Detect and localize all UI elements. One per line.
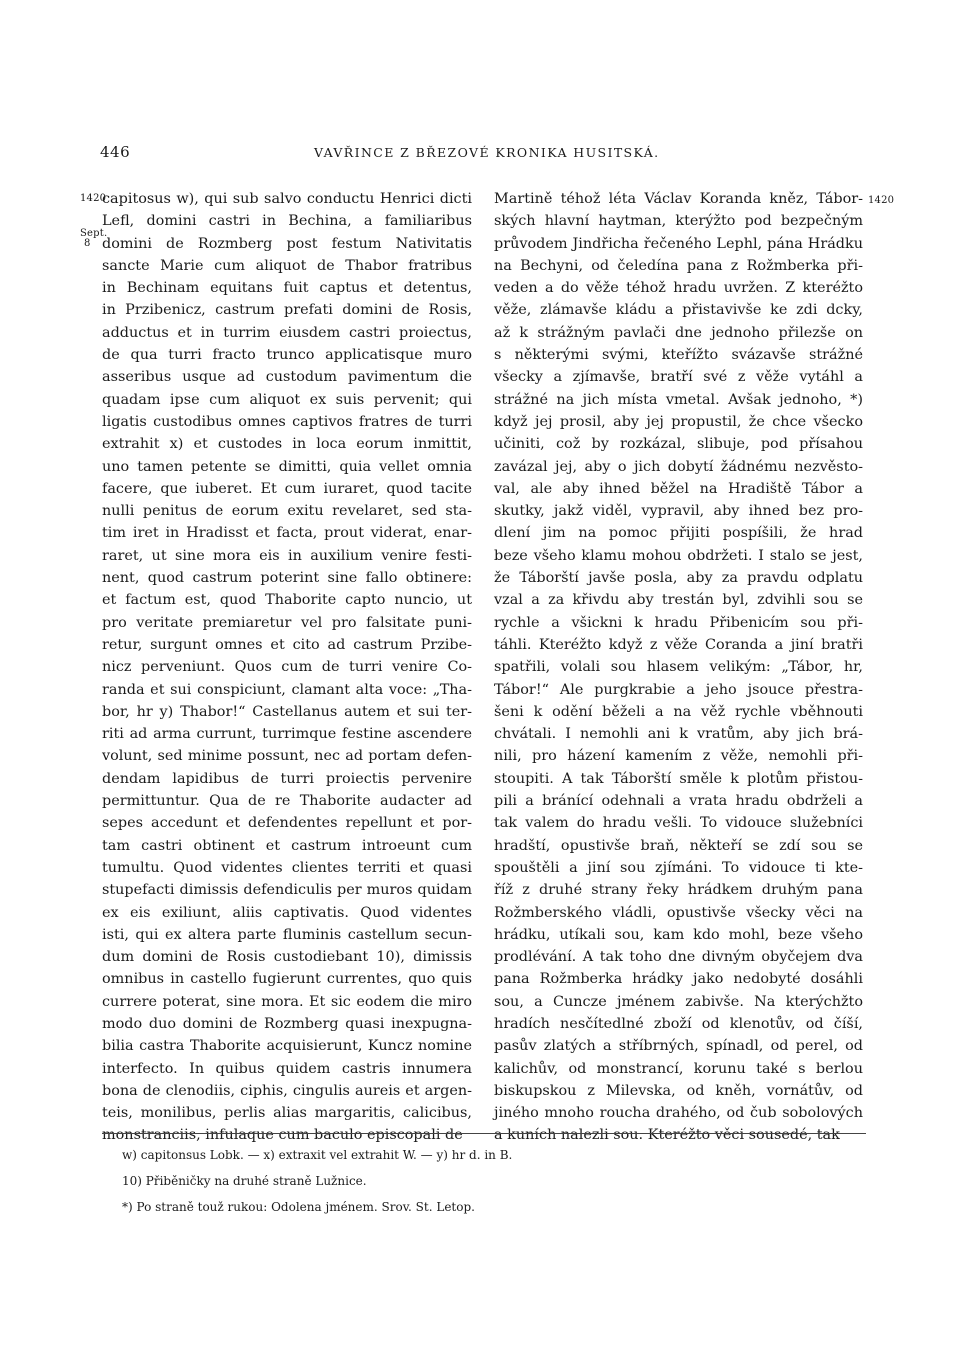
text-line: skutky, jakž viděl, vypravil, aby ihned bez pro-: [494, 503, 863, 520]
text-line: dlení jim na pomoc přijiti pospíšili, že hrad: [494, 525, 863, 542]
text-line: stupefacti dimissis defendiculis per muros quidam: [102, 882, 472, 899]
text-line: teis, monilibus, perlis alias margaritis, calicibus,: [102, 1105, 472, 1122]
text-line: adductus et in turrim eiusdem castri proiectus,: [102, 324, 472, 341]
page-number: 446: [100, 143, 131, 161]
text-line: Martině téhož léta Václav Koranda kněz, Tábor-: [494, 191, 863, 207]
text-line: bor, hr y) Thabor!“ Castellanus autem et sui ter-: [102, 703, 472, 720]
text-line: interfecto. In quibus quidem castris innumera: [102, 1060, 472, 1077]
text-line: chvátali. I nemohli ani k vratům, aby jich brá-: [494, 726, 863, 743]
text-line: capitosus w), qui sub salvo conductu Henrici dicti: [102, 191, 472, 207]
text-line: et factum est, quod Thaborite capto nuncio, ut: [102, 592, 472, 609]
text-line: randa et sui conspiciunt, clamant alta voce: „Tha-: [102, 681, 472, 698]
text-line: jiného mnoho roucha drahého, od čub sobolových: [494, 1105, 863, 1122]
text-line: Tábor!“ Ale purgkrabie a jeho jsouce přestra-: [494, 681, 863, 698]
text-line: učiniti, což by rozkázal, slibuje, pod přísahou: [494, 436, 863, 453]
text-line: táhli. Kteréžto když z věže Coranda a jiní bratři: [494, 636, 863, 653]
czech-text-column: [494, 188, 863, 1147]
text-line: šeni k odění běželi a na věž rychle vběhnouti: [494, 703, 863, 720]
text-line: domini de Rozmberg post festum Nativitatis: [102, 235, 472, 252]
text-line: nili, pro házení kamením z věže, nemohli při-: [494, 748, 863, 765]
text-line: beze všeho klamu mohou obdržeti. I stalo se jest,: [494, 547, 863, 564]
text-line: biskupskou z Milevska, od kněh, vornátův, od: [494, 1082, 863, 1099]
text-line: pro veritate premiaretur vel pro falsitate puni-: [102, 614, 472, 631]
text-line: že Táborští javše posla, aby za pravdu odplatu: [494, 570, 863, 587]
text-line: extrahit x) et custodes in loca eorum inmittit,: [102, 436, 472, 453]
footnote: w) capitonsus Lobk. — x) extraxit vel extrahit W. — y) hr d. in B.: [122, 1148, 513, 1162]
text-line: pili a bránící odehnali a vrata hradu obdrželi a: [494, 793, 863, 810]
running-title: VAVŘINCE Z BŘEZOVÉ KRONIKA HUSITSKÁ.: [314, 145, 660, 160]
text-line: omnibus in castello fugierunt currentes, quo quis: [102, 971, 472, 988]
text-line: stoupiti. A tak Táborští směle k plotům přistou-: [494, 770, 863, 787]
text-line: na Bechyni, od čeledína pana z Rožmberka při-: [494, 257, 863, 274]
text-line: strážné na jich místa vmetal. Avšak jednoho, *): [494, 391, 863, 408]
text-line: pana Rožmberka hrádky jako nedobyté dosáhli: [494, 971, 863, 988]
text-line: sou, a Cuncze jménem zabivše. Na kterýchžto: [494, 993, 863, 1010]
margin-month-left: Sept.: [80, 228, 108, 239]
text-line: s některými svými, kteřížto svázavše strážné: [494, 347, 863, 364]
text-line: pasův zlatých a stříbrných, spínadl, od perel, od: [494, 1038, 863, 1055]
text-line: dum domini de Rosis custodiebant 10), dimissis: [102, 949, 472, 966]
text-line: kalichův, od monstrancí, korunu také s berlou: [494, 1060, 863, 1077]
page-header: [96, 143, 864, 167]
text-line: quadam ipse cum aliquot ex suis pervenit; qui: [102, 391, 472, 408]
text-line: asseribus usque ad custodum pavimentum die: [102, 369, 472, 386]
text-line: prodlévání. A tak toho dne divným obyčejem dva: [494, 949, 863, 966]
text-line: Lefl, domini castri in Bechina, a familiaribus: [102, 213, 472, 230]
text-line: monstranciis, infulaque cum baculo episcopali de: [102, 1127, 463, 1144]
text-line: vzal a za křivdu aby trestán byl, zdvihli sou se: [494, 592, 863, 609]
text-line: raret, ut sine mora eis in auxilium venire festi-: [102, 547, 472, 564]
footnote: *) Po straně touž rukou: Odolena jménem. Srov. St. Letop.: [122, 1200, 475, 1214]
text-line: veden a do věže téhož hradu uvržen. Z kteréžto: [494, 280, 863, 297]
text-line: tak valem do hradu vešli. To vidouce služebníci: [494, 815, 863, 832]
text-line: sancte Marie cum aliquot de Thabor fratribus: [102, 257, 472, 274]
text-line: ex eis exiliunt, aliis captivatis. Quod videntes: [102, 904, 472, 921]
text-line: hradští, opustivše braň, někteří se zdí sou se: [494, 837, 863, 854]
text-line: bona de clenodiis, ciphis, cingulis aureis et argen-: [102, 1082, 472, 1099]
footnote-rule: [102, 1133, 866, 1134]
text-line: retur, surgunt omnes et cito ad castrum Przibe-: [102, 636, 472, 653]
text-line: nulli penitus de eorum exitu revelaret, sed sta-: [102, 503, 472, 520]
text-line: de qua turri fracto trunco applicatisque muro: [102, 347, 472, 364]
text-line: průvodem Jindřicha řečeného Lephl, pána Hrádku: [494, 235, 863, 252]
text-line: hradích nesčítedlné zboží od klenotův, od číší,: [494, 1015, 863, 1032]
text-line: věže, zlámavše kládu a přistavivše ke zdi dcky,: [494, 302, 863, 319]
text-line: modo duo domini de Rozmberg quasi inexpugna-: [102, 1015, 472, 1032]
margin-day-left: 8: [84, 238, 91, 249]
text-line: ligatis custodibus omnes captivos fratres de turri: [102, 413, 472, 430]
text-line: dendam lapidibus de turri proiectis pervenire: [102, 770, 472, 787]
text-line: až k strážným pavlači dne jednoho přilezše on: [494, 324, 863, 341]
text-line: uno tamen petente se dimitti, quia vellet omnia: [102, 458, 472, 475]
text-line: val, ale aby ihned běžel na Hradiště Tábor a: [494, 480, 863, 497]
text-line: in Bechinam equitans fuit captus et detentus,: [102, 280, 472, 297]
text-line: nent, quod castrum poterint sine fallo obtinere:: [102, 570, 472, 587]
text-line: když jej prosil, aby jej propustil, že chce všecko: [494, 413, 863, 430]
text-line: říž z druhé strany řeky hrádkem druhým pana: [494, 882, 863, 899]
text-line: spatřili, volali sou hlasem velikým: „Tábor, hr,: [494, 659, 863, 676]
text-line: volunt, sed minime possunt, nec ad portam defen-: [102, 748, 472, 765]
text-line: spouštěli a jiní sou zjímáni. To vidouce ti kte-: [494, 859, 863, 876]
text-line: bilia castra Thaborite acquisierunt, Kuncz nomine: [102, 1038, 472, 1055]
text-line: a kuních nalezli sou. Kteréžto věci sousedé, tak: [494, 1127, 840, 1144]
margin-year-right: 1420: [868, 195, 895, 206]
text-line: tam castri obtinent et castrum introeunt cum: [102, 837, 472, 854]
footnotes: [122, 1142, 842, 1220]
text-line: currere poterat, sine mora. Et sic eodem die miro: [102, 993, 472, 1010]
text-line: hrádku, utíkali sou, kam kdo mohl, beze všeho: [494, 926, 863, 943]
text-line: in Przibenicz, castrum prefati domini de Rosis,: [102, 302, 472, 319]
text-line: facere, que iuberet. Et cum iuraret, quod tacite: [102, 480, 472, 497]
text-line: riti ad arma currunt, turrimque festine ascendere: [102, 726, 472, 743]
text-line: ských hlavní haytman, kterýžto pod bezpečným: [494, 213, 863, 230]
text-line: Rožmberského vládli, opustivše všecky věci na: [494, 904, 863, 921]
text-line: všecky a zjímavše, bratří své z věže vytáhl a: [494, 369, 863, 386]
text-line: tim iret in Hradisst et facta, prout viderat, enar-: [102, 525, 472, 542]
text-line: zavázal jej, aby o jich dobytí žádnému nezvěsto-: [494, 458, 863, 475]
text-line: nicz perveniunt. Quos cum de turri venire Co-: [102, 659, 472, 676]
latin-text-column: [102, 188, 472, 1147]
footnote: 10) Přiběničky na druhé straně Lužnice.: [122, 1174, 367, 1188]
margin-year-left: 1420: [80, 193, 107, 204]
text-line: rychle a všickni k hradu Přibenicím sou při-: [494, 614, 863, 631]
text-line: tumultu. Quod videntes clientes territi et quasi: [102, 859, 472, 876]
text-line: permittuntur. Qua de re Thaborite audacter ad: [102, 793, 472, 810]
text-line: isti, qui ex altera parte fluminis castellum secun-: [102, 926, 472, 943]
text-line: sepes accedunt et defendentes repellunt et por-: [102, 815, 472, 832]
